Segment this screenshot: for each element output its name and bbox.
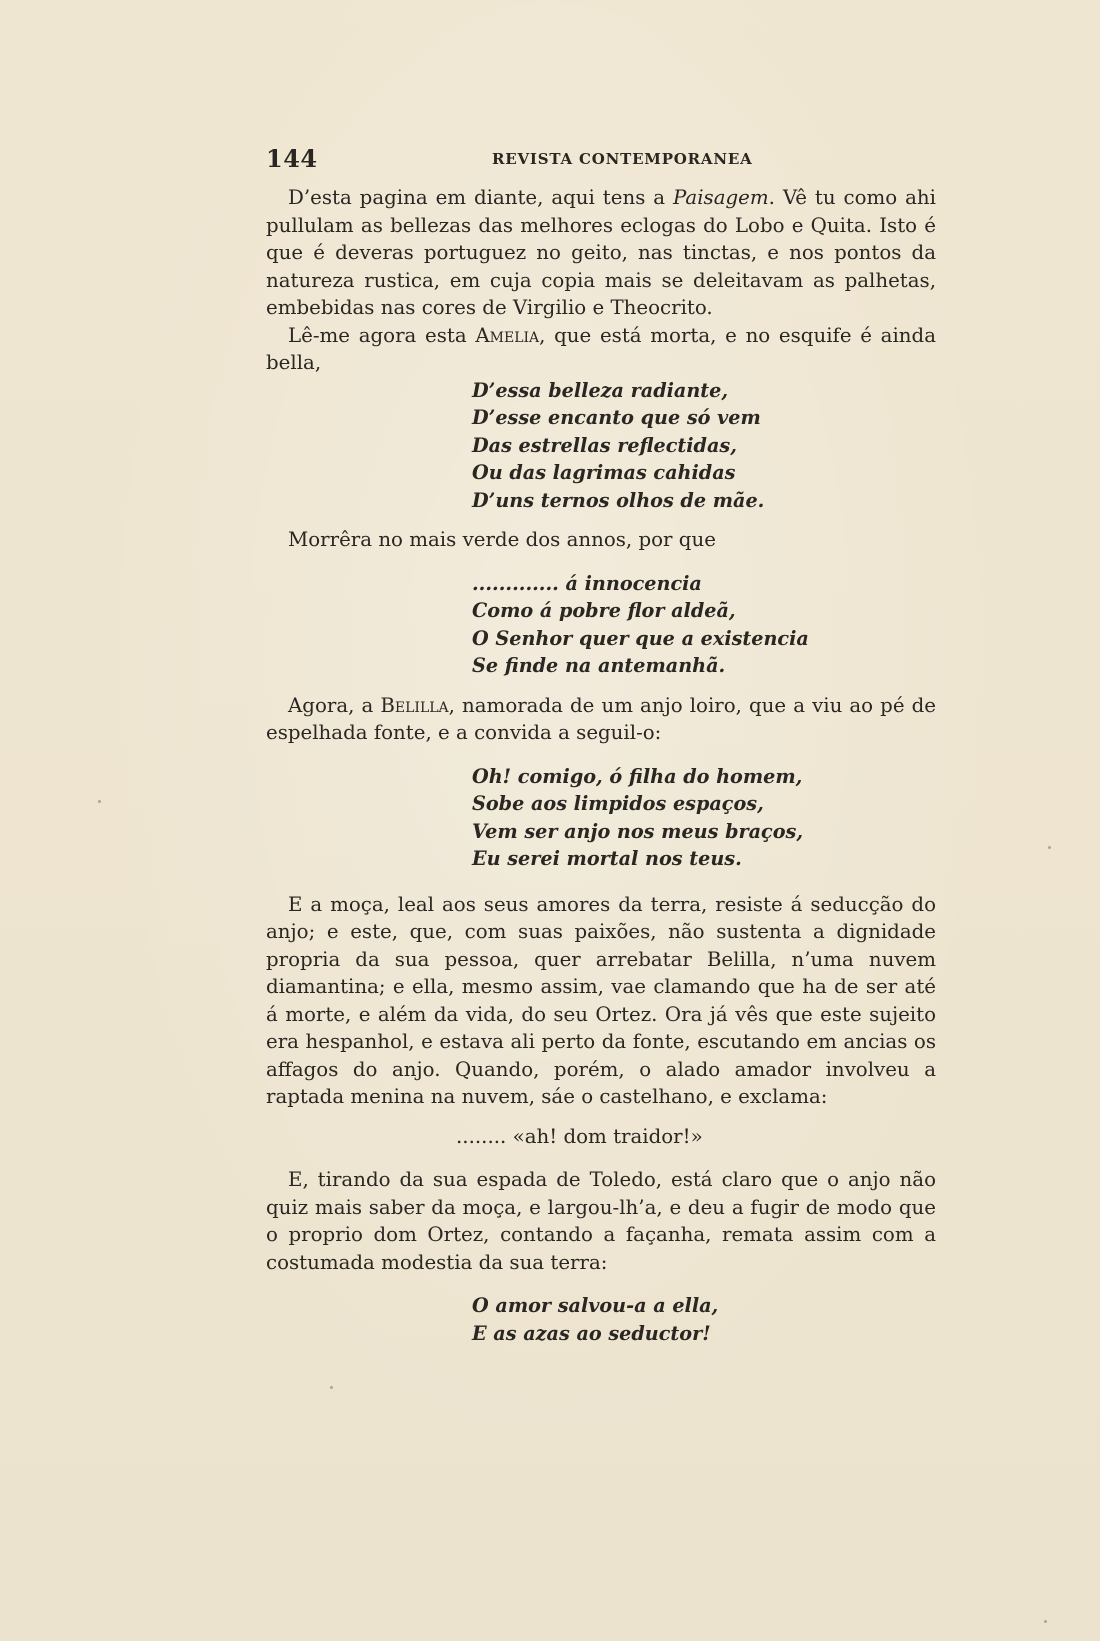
verse-line: Sobe aos limpidos espaços,	[472, 792, 764, 815]
verse-line: D’essa belleza radiante,	[472, 378, 729, 402]
quote-traidor: ........ «ah! dom traidor!»	[456, 1124, 703, 1148]
paper-speck	[1048, 846, 1051, 849]
verse-line: Eu serei mortal nos teus.	[472, 847, 742, 870]
paragraph-amelia	[266, 322, 936, 377]
paisagem-title: Paisagem	[673, 186, 769, 209]
verse-anjo	[266, 763, 936, 873]
paper-speck	[1044, 1620, 1047, 1623]
paragraph-morrera: Morrêra no mais verde dos annos, por que	[288, 528, 716, 551]
paper-speck	[330, 1386, 333, 1389]
paragraph-text: Agora, a	[288, 693, 381, 717]
page-number: 144	[266, 144, 318, 173]
verse-line: Das estrellas reflectidas,	[472, 433, 737, 457]
verse-line: Se finde na antemanhã.	[472, 654, 726, 677]
paragraph-moca: E a moça, leal aos seus amores da terra, resiste á seducção do anjo; e este, que, com suas paixões, não sustenta a dignidade propria da sua pessoa, quer arrebatar Belilla, n’uma nuvem diamantina; e ella, mesmo assim, vae clamando que ha de ser até á morte, e além da vida, do seu Ortez. Ora já vês que este sujeito era hespanhol, e estava ali perto da fonte, escutando em ancias os affagos do anjo. Quando, porém, o alado amador involveu a raptada menina na nuvem, sáe o castelhano, e exclama:	[266, 892, 936, 1108]
paragraph-toledo: E, tirando da sua espada de Toledo, está claro que o anjo não quiz mais saber da moça, e largou-lh’a, e deu a fugir de modo que o proprio dom Ortez, contando a façanha, remata assim com a costumada modestia da sua terra:	[266, 1168, 936, 1274]
belilla-title: Belilla	[380, 693, 449, 717]
verse-line: D’esse encanto que só vem	[472, 406, 761, 429]
verse-innocencia	[266, 570, 936, 680]
page-body	[266, 184, 936, 1347]
amelia-title: Amelia	[475, 323, 540, 347]
paragraph-text: Lê-me agora esta	[288, 323, 476, 347]
running-title: REVISTA CONTEMPORANEA	[492, 150, 753, 168]
verse-line: D’uns ternos olhos de mãe.	[472, 488, 765, 512]
paragraph-belilla	[266, 692, 936, 747]
verse-line: Como á pobre flor aldeã,	[472, 599, 736, 622]
verse-line: O Senhor quer que a existencia	[472, 626, 809, 650]
page-header	[266, 144, 936, 176]
verse-line: E as azas ao seductor!	[472, 1321, 711, 1345]
verse-line: ............. á innocencia	[472, 571, 702, 595]
paragraph-text: , namorada de um anjo loiro, que a viu ao pé de espelhada fonte, e a convida a seguil-o:	[266, 693, 936, 744]
verse-seductor	[266, 1292, 936, 1347]
paper-speck	[98, 800, 101, 803]
paragraph-text: , que está morta, e no esquife é ainda bella,	[266, 323, 936, 374]
paragraph-text: . Vê tu como ahi pullulam as bellezas das melhores eclogas do Lobo e Quita. Isto é que é deveras portuguez no geito, nas tinctas, e nos pontos da natureza rustica, em cuja copia mais se deleitavam as palhetas, embebidas nas cores de Virgilio e Theocrito.	[266, 186, 936, 319]
verse-line: Vem ser anjo nos meus braços,	[472, 819, 804, 843]
verse-amelia	[266, 377, 936, 515]
paragraph-text: D’esta pagina em diante, aqui tens a	[288, 186, 673, 209]
verse-line: O amor salvou-a a ella,	[472, 1294, 719, 1317]
verse-line: Ou das lagrimas cahidas	[472, 461, 736, 484]
paragraph-paisagem	[266, 184, 936, 322]
verse-line: Oh! comigo, ó filha do homem,	[472, 764, 803, 788]
